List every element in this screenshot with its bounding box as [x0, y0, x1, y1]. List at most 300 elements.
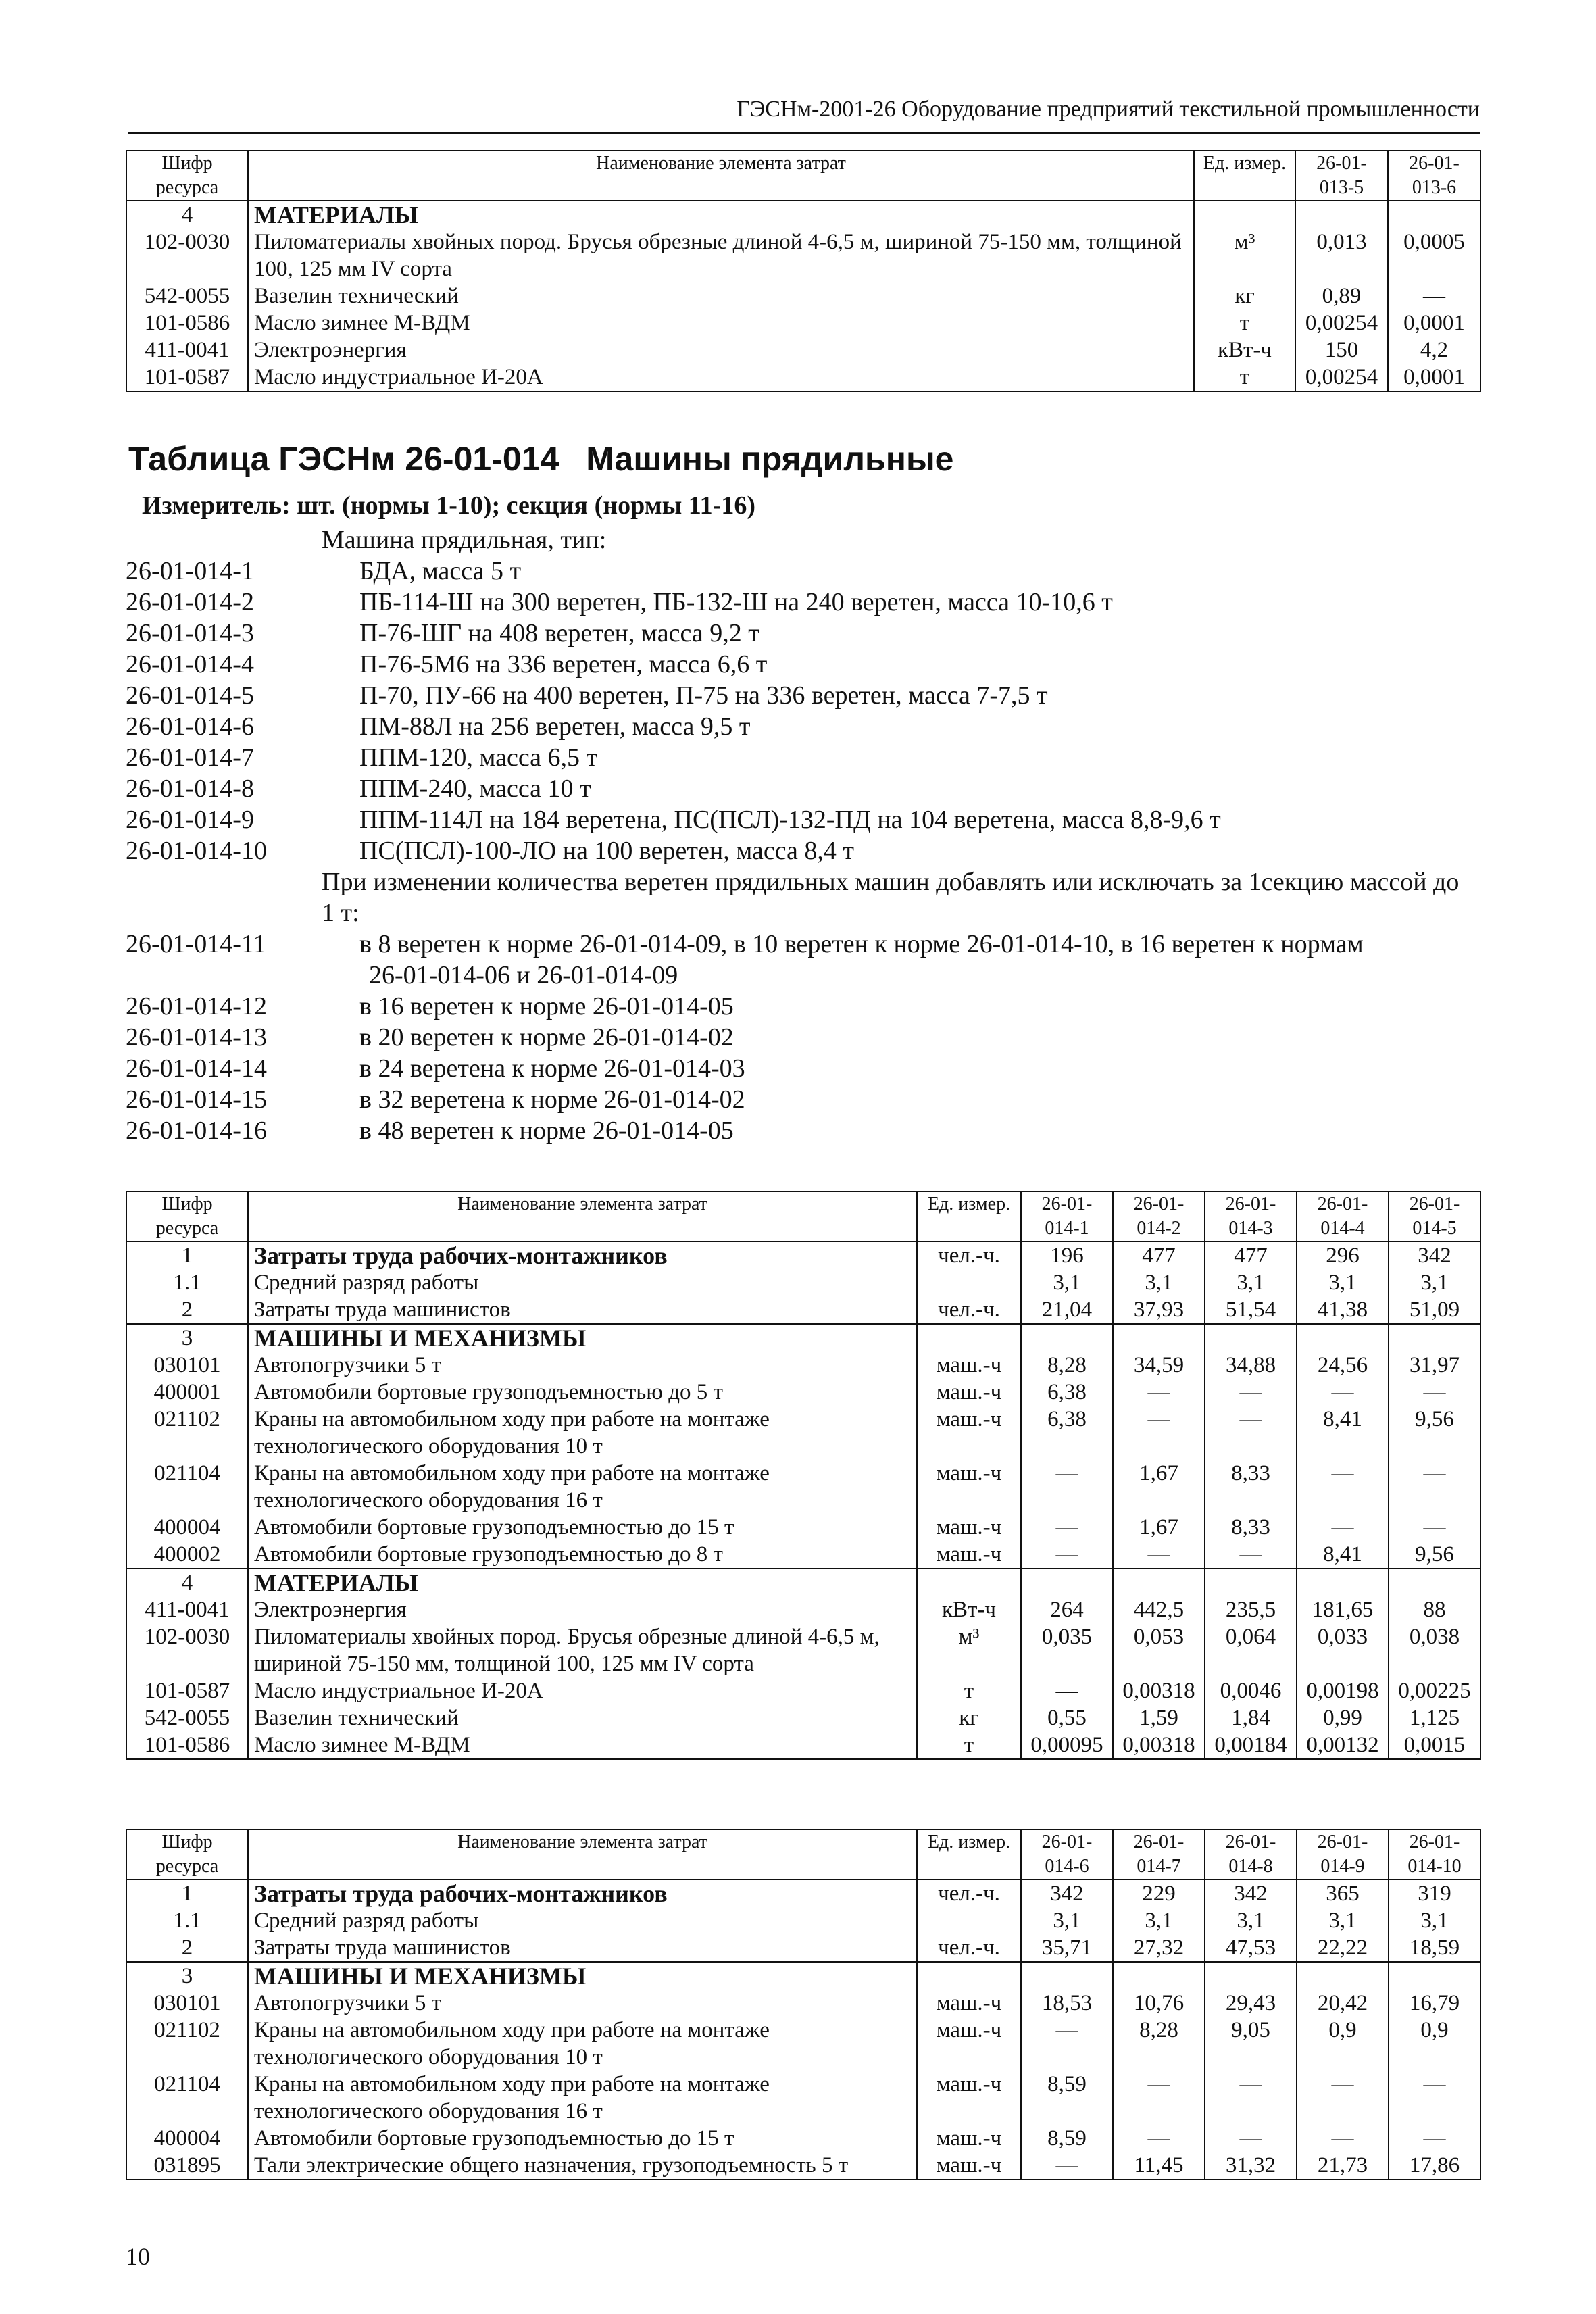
- unit-cell: т: [1194, 310, 1295, 337]
- unit-cell: [1194, 201, 1295, 228]
- unit-cell: маш.-ч: [917, 1460, 1021, 1514]
- resource-code: 021104: [126, 2071, 248, 2125]
- value-cell: 0,053: [1113, 1623, 1205, 1677]
- value-cell: 3,1: [1297, 1907, 1389, 1934]
- norm-row: [126, 711, 1477, 742]
- column-header: 26-01-014-1: [1021, 1191, 1113, 1241]
- unit-cell: [917, 1907, 1021, 1934]
- value-cell: 3,1: [1389, 1269, 1480, 1296]
- value-cell: 31,97: [1389, 1352, 1480, 1379]
- norm-text: БДА, масса 5 т: [359, 557, 522, 585]
- unit-cell: маш.-ч: [917, 1352, 1021, 1379]
- cost-element-name: Масло зимнее М-ВДМ: [248, 1731, 917, 1759]
- value-cell: 8,41: [1297, 1541, 1389, 1569]
- norm-code: 26-01-014-13: [126, 1023, 267, 1052]
- value-cell: 17,86: [1389, 2152, 1480, 2180]
- norm-row: [126, 1022, 1477, 1053]
- norm-text-continued: 26-01-014-06 и 26-01-014-09: [369, 961, 678, 989]
- norm-text: ППМ-240, масса 10 т: [359, 774, 591, 803]
- unit-cell: [917, 1324, 1021, 1352]
- resource-code: 2: [126, 1934, 248, 1962]
- norm-code: 26-01-014-9: [126, 806, 254, 834]
- value-cell: 0,00184: [1205, 1731, 1297, 1759]
- norm-code: 26-01-014-15: [126, 1085, 267, 1114]
- value-cell: 8,41: [1297, 1406, 1389, 1460]
- value-cell: —: [1389, 1379, 1480, 1406]
- norms-note: При изменении количества веретен прядильных машин добавлять или исключать за 1секцию массой до 1 т:: [322, 868, 1460, 927]
- resource-code: 1: [126, 1241, 248, 1269]
- value-cell: 6,38: [1021, 1406, 1113, 1460]
- resource-code: 021102: [126, 1406, 248, 1460]
- unit-cell: маш.-ч: [917, 2017, 1021, 2071]
- resource-code: 2: [126, 1296, 248, 1324]
- value-cell: 3,1: [1205, 1907, 1297, 1934]
- resource-code: 101-0586: [126, 1731, 248, 1759]
- column-header: Наименование элемента затрат: [248, 151, 1194, 201]
- value-cell: 365: [1297, 1879, 1389, 1907]
- value-cell: 10,76: [1113, 1990, 1205, 2017]
- norm-row: [126, 804, 1477, 835]
- value-cell: 8,33: [1205, 1514, 1297, 1541]
- norm-row: [126, 929, 1477, 960]
- value-cell: —: [1021, 2152, 1113, 2180]
- table-row: [126, 1990, 1480, 2017]
- table-title-label: Таблица ГЭСНм 26-01-014: [128, 440, 559, 478]
- value-cell: [1113, 1569, 1205, 1596]
- resource-table-013: [126, 150, 1481, 392]
- column-header: 26-01-014-5: [1389, 1191, 1480, 1241]
- table-row: [126, 1352, 1480, 1379]
- norm-code: 26-01-014-5: [126, 681, 254, 710]
- unit-cell: [917, 1569, 1021, 1596]
- unit-cell: кВт-ч: [1194, 337, 1295, 364]
- value-cell: 9,05: [1205, 2017, 1297, 2071]
- value-cell: —: [1297, 2125, 1389, 2152]
- norm-row: [126, 556, 1477, 587]
- resource-code: 3: [126, 1324, 248, 1352]
- resource-code: 030101: [126, 1352, 248, 1379]
- value-cell: 3,1: [1205, 1269, 1297, 1296]
- table-row: [126, 1569, 1480, 1596]
- value-cell: 181,65: [1297, 1596, 1389, 1623]
- table-row: [126, 1596, 1480, 1623]
- value-cell: 31,32: [1205, 2152, 1297, 2180]
- value-cell: —: [1021, 1541, 1113, 1569]
- column-header: Шифр ресурса: [126, 1829, 248, 1879]
- norm-text: ППМ-114Л на 184 веретена, ПС(ПСЛ)-132-ПД на 104 веретена, масса 8,8-9,6 т: [359, 806, 1221, 834]
- value-cell: 8,28: [1113, 2017, 1205, 2071]
- cost-element-name: Автопогрузчики 5 т: [248, 1990, 917, 2017]
- value-cell: —: [1297, 1460, 1389, 1514]
- table-row: [126, 1907, 1480, 1934]
- resource-code: 021102: [126, 2017, 248, 2071]
- norm-row: [126, 991, 1477, 1022]
- norm-code: 26-01-014-7: [126, 743, 254, 772]
- value-cell: 0,00198: [1297, 1677, 1389, 1704]
- norm-row: [126, 1115, 1477, 1146]
- value-cell: [1113, 1324, 1205, 1352]
- resource-code: 3: [126, 1962, 248, 1990]
- resource-code: 400001: [126, 1379, 248, 1406]
- value-cell: 1,67: [1113, 1514, 1205, 1541]
- unit-cell: чел.-ч.: [917, 1241, 1021, 1269]
- column-header: 26-01-014-9: [1297, 1829, 1389, 1879]
- column-header: Наименование элемента затрат: [248, 1191, 917, 1241]
- value-cell: 1,125: [1389, 1704, 1480, 1731]
- resource-code: 400004: [126, 2125, 248, 2152]
- value-cell: 150: [1295, 337, 1388, 364]
- table-header-row: [126, 1191, 1480, 1241]
- value-cell: [1021, 1962, 1113, 1990]
- value-cell: 264: [1021, 1596, 1113, 1623]
- value-cell: —: [1205, 1406, 1297, 1460]
- value-cell: 20,42: [1297, 1990, 1389, 2017]
- value-cell: —: [1113, 1379, 1205, 1406]
- value-cell: [1113, 1962, 1205, 1990]
- column-header: 26-01-014-2: [1113, 1191, 1205, 1241]
- value-cell: 8,59: [1021, 2071, 1113, 2125]
- resource-code: 542-0055: [126, 282, 248, 310]
- unit-cell: м³: [1194, 228, 1295, 282]
- value-cell: 0,9: [1297, 2017, 1389, 2071]
- value-cell: 442,5: [1113, 1596, 1205, 1623]
- table-title-name: Машины прядильные: [586, 440, 954, 478]
- value-cell: —: [1389, 2125, 1480, 2152]
- resource-code: 102-0030: [126, 228, 248, 282]
- value-cell: 1,84: [1205, 1704, 1297, 1731]
- value-cell: 477: [1205, 1241, 1297, 1269]
- value-cell: 0,00254: [1295, 364, 1388, 391]
- norm-row: [126, 742, 1477, 773]
- table-header-row: [126, 1829, 1480, 1879]
- cost-element-name: Автомобили бортовые грузоподъемностью до 8 т: [248, 1541, 917, 1569]
- column-header: 26-01-014-4: [1297, 1191, 1389, 1241]
- value-cell: 0,00132: [1297, 1731, 1389, 1759]
- value-cell: 18,59: [1389, 1934, 1480, 1962]
- value-cell: 11,45: [1113, 2152, 1205, 2180]
- cost-element-name: Масло индустриальное И-20А: [248, 364, 1194, 391]
- value-cell: —: [1205, 2125, 1297, 2152]
- norm-text: П-76-ШГ на 408 веретен, масса 9,2 т: [359, 619, 759, 647]
- norm-code: 26-01-014-2: [126, 588, 254, 616]
- value-cell: 0,033: [1297, 1623, 1389, 1677]
- unit-cell: чел.-ч.: [917, 1934, 1021, 1962]
- value-cell: 296: [1297, 1241, 1389, 1269]
- value-cell: —: [1113, 2071, 1205, 2125]
- norm-text: ПМ-88Л на 256 веретен, масса 9,5 т: [359, 712, 751, 741]
- value-cell: 47,53: [1205, 1934, 1297, 1962]
- value-cell: 35,71: [1021, 1934, 1113, 1962]
- cost-element-name: Автомобили бортовые грузоподъемностью до 15 т: [248, 2125, 917, 2152]
- value-cell: 34,59: [1113, 1352, 1205, 1379]
- cost-element-name: Краны на автомобильном ходу при работе на монтаже технологического оборудования 10 т: [248, 2017, 917, 2071]
- resource-code: 542-0055: [126, 1704, 248, 1731]
- value-cell: —: [1297, 1514, 1389, 1541]
- table-row: [126, 310, 1480, 337]
- value-cell: 1,59: [1113, 1704, 1205, 1731]
- column-header: 26-01-014-8: [1205, 1829, 1297, 1879]
- column-header: 26-01-014-3: [1205, 1191, 1297, 1241]
- value-cell: [1297, 1962, 1389, 1990]
- value-cell: 0,99: [1297, 1704, 1389, 1731]
- table-row: [126, 1269, 1480, 1296]
- value-cell: 6,38: [1021, 1379, 1113, 1406]
- value-cell: 196: [1021, 1241, 1113, 1269]
- unit-cell: м³: [917, 1623, 1021, 1677]
- value-cell: 3,1: [1113, 1907, 1205, 1934]
- column-header: Шифр ресурса: [126, 1191, 248, 1241]
- value-cell: 8,28: [1021, 1352, 1113, 1379]
- resource-code: 1.1: [126, 1269, 248, 1296]
- cost-element-name: Затраты труда рабочих-монтажников: [248, 1879, 917, 1907]
- column-header: 26-01-014-10: [1389, 1829, 1480, 1879]
- unit-cell: маш.-ч: [917, 1541, 1021, 1569]
- cost-element-name: Тали электрические общего назначения, грузоподъемность 5 т: [248, 2152, 917, 2180]
- unit-cell: [917, 1962, 1021, 1990]
- table-row: [126, 2071, 1480, 2125]
- unit-cell: маш.-ч: [917, 1514, 1021, 1541]
- value-cell: 3,1: [1113, 1269, 1205, 1296]
- norm-text: в 20 веретен к норме 26-01-014-02: [359, 1023, 734, 1052]
- unit-cell: т: [1194, 364, 1295, 391]
- value-cell: 3,1: [1021, 1907, 1113, 1934]
- cost-element-name: Затраты труда рабочих-монтажников: [248, 1241, 917, 1269]
- value-cell: 1,67: [1113, 1460, 1205, 1514]
- cost-element-name: Вазелин технический: [248, 282, 1194, 310]
- cost-element-name: Средний разряд работы: [248, 1269, 917, 1296]
- value-cell: 3,1: [1021, 1269, 1113, 1296]
- resource-code: 021104: [126, 1460, 248, 1514]
- value-cell: [1205, 1324, 1297, 1352]
- norm-code: 26-01-014-16: [126, 1116, 267, 1145]
- unit-cell: маш.-ч: [917, 1379, 1021, 1406]
- norm-row: [126, 1084, 1477, 1115]
- norm-text: ПС(ПСЛ)-100-ЛО на 100 веретен, масса 8,4 т: [359, 837, 855, 865]
- table-row: [126, 1879, 1480, 1907]
- unit-cell: маш.-ч: [917, 1990, 1021, 2017]
- value-cell: —: [1297, 1379, 1389, 1406]
- cost-element-name: Масло индустриальное И-20А: [248, 1677, 917, 1704]
- table-row: [126, 1934, 1480, 1962]
- table-row: [126, 1241, 1480, 1269]
- norm-row: [126, 835, 1477, 866]
- value-cell: 3,1: [1297, 1269, 1389, 1296]
- column-header: Ед. измер.: [917, 1829, 1021, 1879]
- unit-cell: чел.-ч.: [917, 1296, 1021, 1324]
- column-header: Ед. измер.: [917, 1191, 1021, 1241]
- value-cell: [1297, 1324, 1389, 1352]
- value-cell: —: [1205, 1379, 1297, 1406]
- value-cell: —: [1388, 282, 1480, 310]
- norm-code: 26-01-014-3: [126, 619, 254, 647]
- cost-element-name: МАШИНЫ И МЕХАНИЗМЫ: [248, 1324, 917, 1352]
- value-cell: 21,73: [1297, 2152, 1389, 2180]
- norm-text: в 8 веретен к норме 26-01-014-09, в 10 веретен к норме 26-01-014-10, в 16 веретен к нормам: [359, 930, 1364, 958]
- norm-code: 26-01-014-12: [126, 992, 267, 1020]
- value-cell: 0,00095: [1021, 1731, 1113, 1759]
- table-row: [126, 364, 1480, 391]
- cost-element-name: Автомобили бортовые грузоподъемностью до 5 т: [248, 1379, 917, 1406]
- value-cell: 29,43: [1205, 1990, 1297, 2017]
- value-cell: 0,0001: [1388, 310, 1480, 337]
- unit-cell: т: [917, 1731, 1021, 1759]
- resource-code: 4: [126, 1569, 248, 1596]
- table-row: [126, 1623, 1480, 1677]
- value-cell: 9,56: [1389, 1406, 1480, 1460]
- resource-code: 031895: [126, 2152, 248, 2180]
- column-header: Наименование элемента затрат: [248, 1829, 917, 1879]
- value-cell: 477: [1113, 1241, 1205, 1269]
- value-cell: 0,00225: [1389, 1677, 1480, 1704]
- value-cell: 34,88: [1205, 1352, 1297, 1379]
- table-row: [126, 1731, 1480, 1759]
- value-cell: 0,0015: [1389, 1731, 1480, 1759]
- table-title: [128, 439, 953, 478]
- unit-cell: [917, 1269, 1021, 1296]
- value-cell: —: [1297, 2071, 1389, 2125]
- table-row: [126, 1541, 1480, 1569]
- value-cell: 0,00318: [1113, 1677, 1205, 1704]
- value-cell: 8,33: [1205, 1460, 1297, 1514]
- value-cell: 0,00254: [1295, 310, 1388, 337]
- table-header-row: [126, 151, 1480, 201]
- value-cell: [1205, 1962, 1297, 1990]
- column-header: Ед. измер.: [1194, 151, 1295, 201]
- value-cell: 0,038: [1389, 1623, 1480, 1677]
- value-cell: [1021, 1324, 1113, 1352]
- cost-element-name: Автомобили бортовые грузоподъемностью до 15 т: [248, 1514, 917, 1541]
- value-cell: 3,1: [1389, 1907, 1480, 1934]
- value-cell: 9,56: [1389, 1541, 1480, 1569]
- norm-row: [126, 773, 1477, 804]
- norm-row: [126, 1053, 1477, 1084]
- measure-line: Измеритель: шт. (нормы 1-10); секция (нормы 11-16): [142, 491, 755, 520]
- norm-code: 26-01-014-6: [126, 712, 254, 741]
- unit-cell: т: [917, 1677, 1021, 1704]
- value-cell: 37,93: [1113, 1296, 1205, 1324]
- norms-intro: Машина прядильная, тип:: [322, 526, 607, 554]
- column-header: 26-01-013-5: [1295, 151, 1388, 201]
- cost-element-name: Краны на автомобильном ходу при работе на монтаже технологического оборудования 10 т: [248, 1406, 917, 1460]
- cost-element-name: МАТЕРИАЛЫ: [248, 1569, 917, 1596]
- table-row: [126, 1379, 1480, 1406]
- value-cell: —: [1205, 2071, 1297, 2125]
- unit-cell: кг: [1194, 282, 1295, 310]
- value-cell: —: [1021, 1460, 1113, 1514]
- norm-text: в 16 веретен к норме 26-01-014-05: [359, 992, 734, 1020]
- value-cell: 8,59: [1021, 2125, 1113, 2152]
- column-header: 26-01-014-7: [1113, 1829, 1205, 1879]
- unit-cell: чел.-ч.: [917, 1879, 1021, 1907]
- resource-code: 400004: [126, 1514, 248, 1541]
- table-row: [126, 337, 1480, 364]
- value-cell: [1389, 1569, 1480, 1596]
- resource-code: 101-0587: [126, 364, 248, 391]
- value-cell: 0,0001: [1388, 364, 1480, 391]
- cost-element-name: Средний разряд работы: [248, 1907, 917, 1934]
- value-cell: [1388, 201, 1480, 228]
- cost-element-name: Затраты труда машинистов: [248, 1296, 917, 1324]
- norm-text: ПБ-114-Ш на 300 веретен, ПБ-132-Ш на 240 веретен, масса 10-10,6 т: [359, 588, 1113, 616]
- norm-row: [126, 587, 1477, 618]
- value-cell: 0,55: [1021, 1704, 1113, 1731]
- cost-element-name: Пиломатериалы хвойных пород. Брусья обрезные длиной 4-6,5 м, шириной 75-150 мм, толщиной 100, 125 мм IV сорта: [248, 228, 1194, 282]
- value-cell: [1021, 1569, 1113, 1596]
- value-cell: —: [1021, 1677, 1113, 1704]
- value-cell: 88: [1389, 1596, 1480, 1623]
- value-cell: —: [1113, 1541, 1205, 1569]
- norms-list: [126, 524, 1477, 1146]
- value-cell: 342: [1021, 1879, 1113, 1907]
- value-cell: 41,38: [1297, 1296, 1389, 1324]
- value-cell: 0,00318: [1113, 1731, 1205, 1759]
- resource-table-014-6-10: [126, 1829, 1481, 2180]
- cost-element-name: Автопогрузчики 5 т: [248, 1352, 917, 1379]
- value-cell: 27,32: [1113, 1934, 1205, 1962]
- value-cell: 24,56: [1297, 1352, 1389, 1379]
- value-cell: 4,2: [1388, 337, 1480, 364]
- norm-text: П-70, ПУ-66 на 400 веретен, П-75 на 336 веретен, масса 7-7,5 т: [359, 681, 1048, 710]
- cost-element-name: Пиломатериалы хвойных пород. Брусья обрезные длиной 4-6,5 м, шириной 75-150 мм, толщиной 100, 125 мм IV сорта: [248, 1623, 917, 1677]
- value-cell: 342: [1205, 1879, 1297, 1907]
- value-cell: 0,9: [1389, 2017, 1480, 2071]
- resource-code: 4: [126, 201, 248, 228]
- resource-code: 400002: [126, 1541, 248, 1569]
- resource-table-014-1-5: [126, 1191, 1481, 1760]
- column-header: 26-01-013-6: [1388, 151, 1480, 201]
- unit-cell: маш.-ч: [917, 1406, 1021, 1460]
- table-row: [126, 201, 1480, 228]
- value-cell: 0,013: [1295, 228, 1388, 282]
- unit-cell: маш.-ч: [917, 2125, 1021, 2152]
- resource-code: 101-0586: [126, 310, 248, 337]
- table-row: [126, 1514, 1480, 1541]
- value-cell: 235,5: [1205, 1596, 1297, 1623]
- table-row: [126, 2125, 1480, 2152]
- table-row: [126, 1296, 1480, 1324]
- value-cell: 16,79: [1389, 1990, 1480, 2017]
- page-number: 10: [126, 2243, 150, 2270]
- table-row: [126, 1677, 1480, 1704]
- norm-row: [126, 680, 1477, 711]
- table-row: [126, 228, 1480, 282]
- table-row: [126, 1406, 1480, 1460]
- value-cell: —: [1021, 2017, 1113, 2071]
- cost-element-name: МАШИНЫ И МЕХАНИЗМЫ: [248, 1962, 917, 1990]
- value-cell: 0,035: [1021, 1623, 1113, 1677]
- norm-text: в 24 веретена к норме 26-01-014-03: [359, 1054, 745, 1083]
- value-cell: 0,0046: [1205, 1677, 1297, 1704]
- norms-group-a: [126, 556, 1477, 866]
- value-cell: —: [1389, 1514, 1480, 1541]
- table-row: [126, 1460, 1480, 1514]
- column-header: 26-01-014-6: [1021, 1829, 1113, 1879]
- norms-group-b: [126, 991, 1477, 1146]
- cost-element-name: Краны на автомобильном ходу при работе на монтаже технологического оборудования 16 т: [248, 1460, 917, 1514]
- table-row: [126, 282, 1480, 310]
- cost-element-name: Вазелин технический: [248, 1704, 917, 1731]
- norm-code: 26-01-014-14: [126, 1054, 267, 1083]
- cost-element-name: Краны на автомобильном ходу при работе на монтаже технологического оборудования 16 т: [248, 2071, 917, 2125]
- value-cell: 342: [1389, 1241, 1480, 1269]
- resource-code: 102-0030: [126, 1623, 248, 1677]
- value-cell: 0,0005: [1388, 228, 1480, 282]
- norm-row: [126, 649, 1477, 680]
- table-row: [126, 2152, 1480, 2180]
- table-row: [126, 1962, 1480, 1990]
- resource-code: 1: [126, 1879, 248, 1907]
- norm-code: 26-01-014-4: [126, 650, 254, 679]
